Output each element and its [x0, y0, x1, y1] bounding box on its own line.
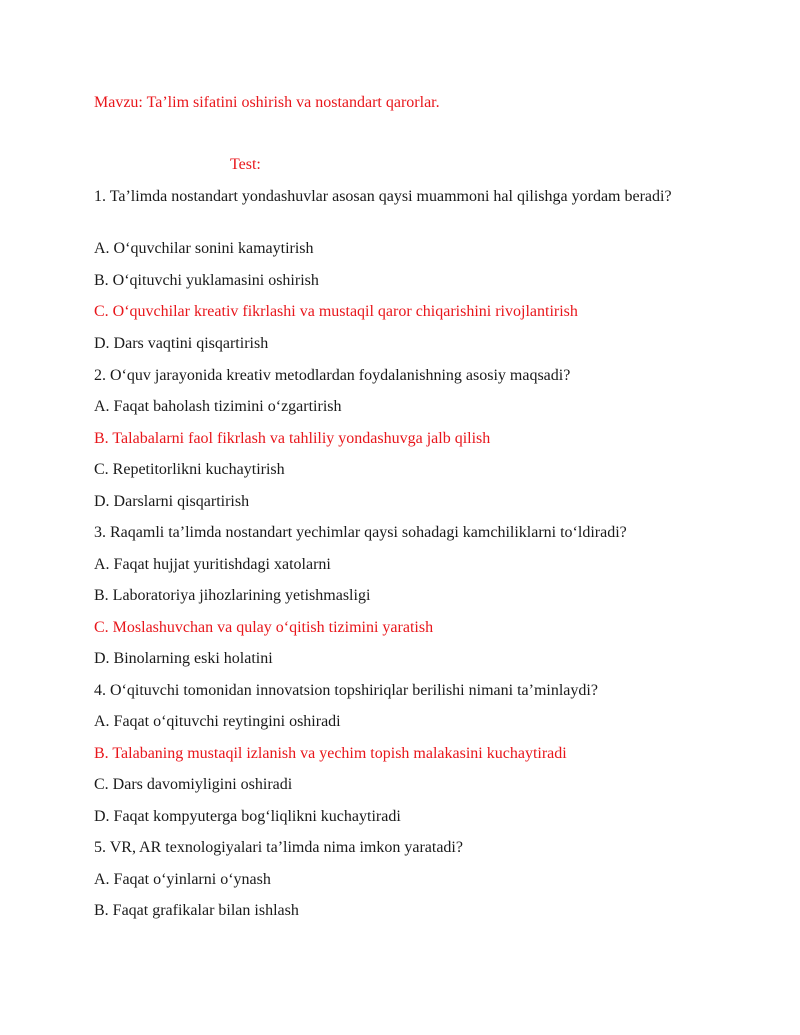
- answer-line: D. Faqat kompyuterga bog‘liqlikni kuchaytiradi: [94, 808, 401, 825]
- test-heading: Test:: [230, 156, 261, 173]
- answer-line: A. Faqat o‘qituvchi reytingini oshiradi: [94, 713, 341, 730]
- answer-line: D. Darslarni qisqartirish: [94, 493, 250, 510]
- document-topic: Mavzu: Ta’lim sifatini oshirish va nostandart qarorlar.: [94, 94, 440, 111]
- question-line: 4. O‘qituvchi tomonidan innovatsion topshiriqlar berilishi nimani ta’minlaydi?: [94, 682, 598, 699]
- answer-line: A. O‘quvchilar sonini kamaytirish: [94, 240, 314, 257]
- answer-line: B. Laboratoriya jihozlarining yetishmasligi: [94, 587, 371, 604]
- answer-line: C. O‘quvchilar kreativ fikrlashi va mustaqil qaror chiqarishini rivojlantirish: [94, 303, 578, 320]
- question-line: 2. O‘quv jarayonida kreativ metodlardan foydalanishning asosiy maqsadi?: [94, 367, 571, 384]
- answer-line: B. O‘qituvchi yuklamasini oshirish: [94, 272, 319, 289]
- answer-line: A. Faqat o‘yinlarni o‘ynash: [94, 871, 271, 888]
- answer-line: D. Dars vaqtini qisqartirish: [94, 335, 269, 352]
- answer-line: C. Moslashuvchan va qulay o‘qitish tizimini yaratish: [94, 619, 434, 636]
- answer-line: B. Talabalarni faol fikrlash va tahliliy yondashuvga jalb qilish: [94, 430, 491, 447]
- question-line: 3. Raqamli ta’limda nostandart yechimlar qaysi sohadagi kamchiliklarni to‘ldiradi?: [94, 524, 627, 541]
- answer-line: B. Faqat grafikalar bilan ishlash: [94, 902, 299, 919]
- answer-line: A. Faqat hujjat yuritishdagi xatolarni: [94, 556, 331, 573]
- question-line: 5. VR, AR texnologiyalari ta’limda nima imkon yaratadi?: [94, 839, 463, 856]
- answer-line: A. Faqat baholash tizimini o‘zgartirish: [94, 398, 342, 415]
- answer-line: B. Talabaning mustaqil izlanish va yechim topish malakasini kuchaytiradi: [94, 745, 567, 762]
- answer-line: D. Binolarning eski holatini: [94, 650, 273, 667]
- answer-line: C. Repetitorlikni kuchaytirish: [94, 461, 285, 478]
- answer-line: C. Dars davomiyligini oshiradi: [94, 776, 293, 793]
- question-line: 1. Ta’limda nostandart yondashuvlar asosan qaysi muammoni hal qilishga yordam beradi?: [94, 188, 672, 205]
